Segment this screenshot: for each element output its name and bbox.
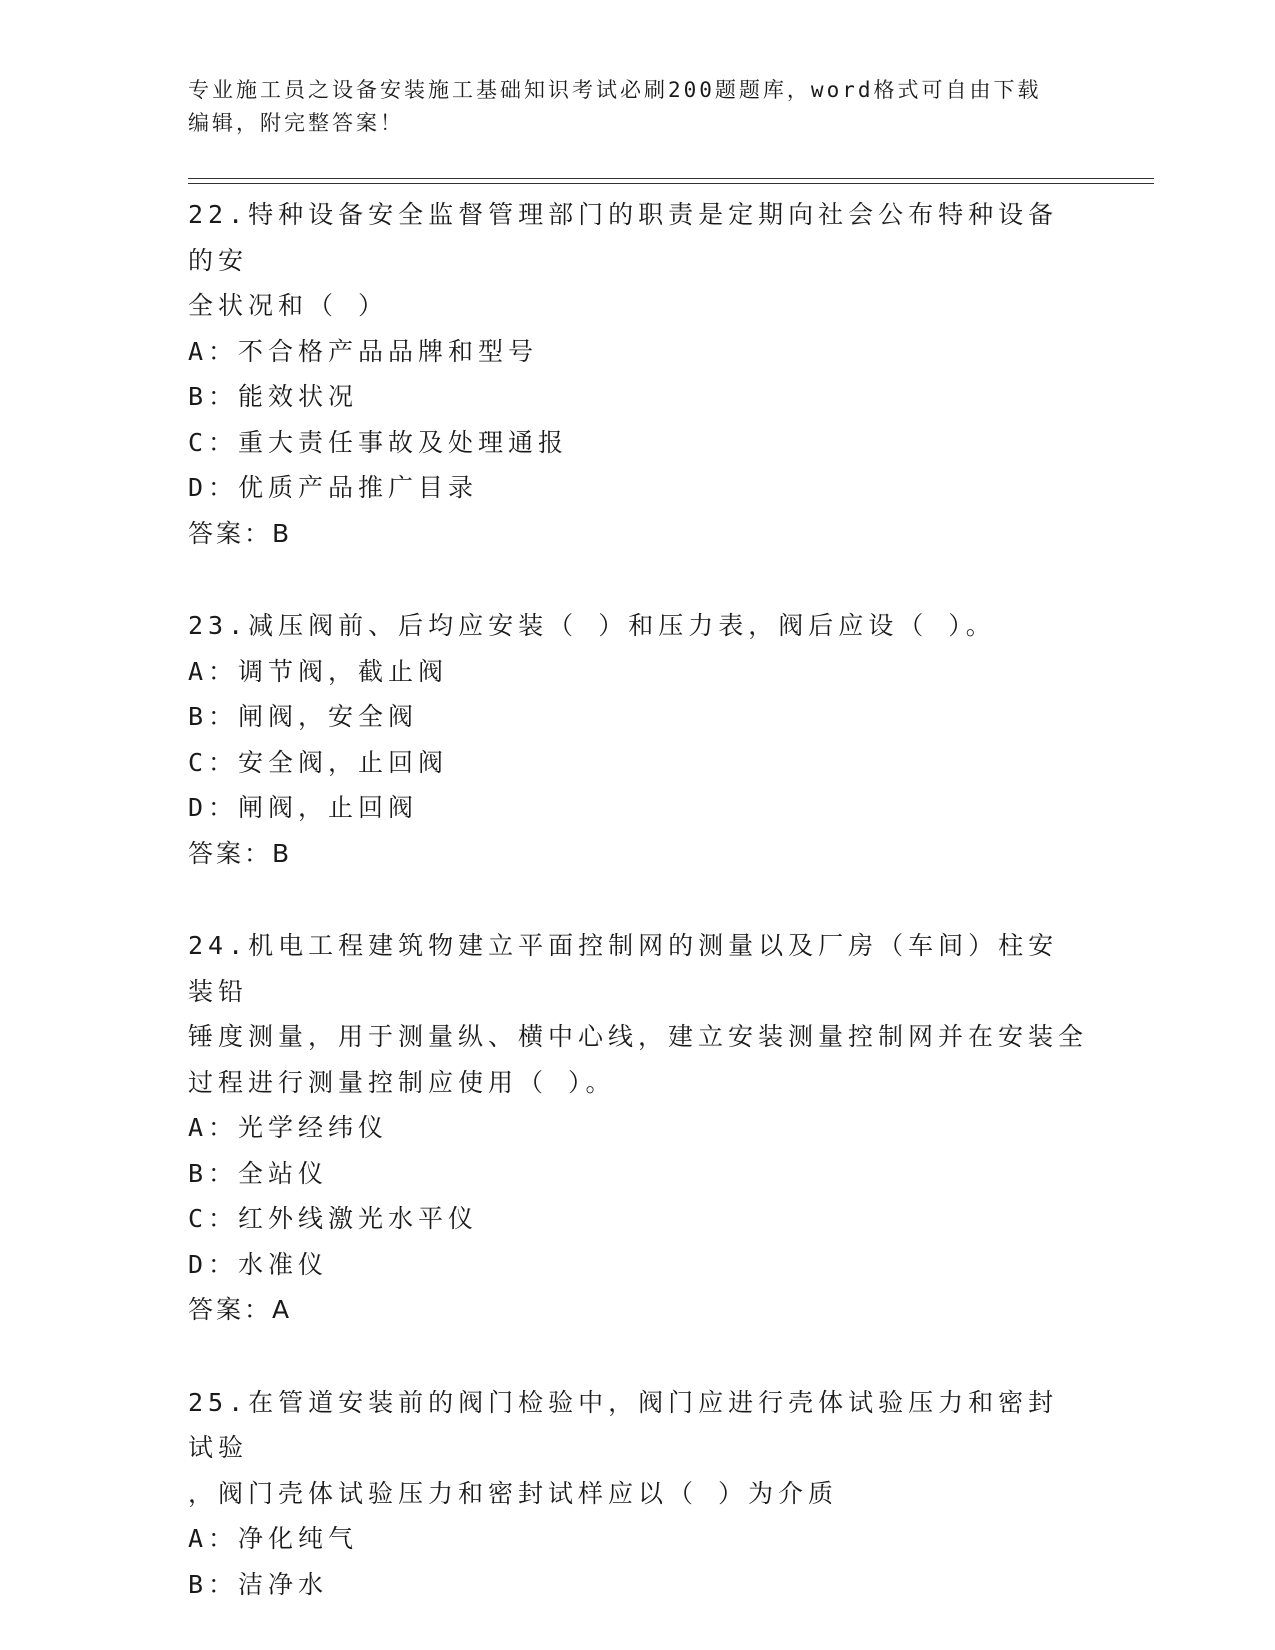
question-23 — [188, 601, 1088, 876]
question-stem — [188, 601, 1088, 649]
header-line-2: 编辑，附完整答案！ — [188, 111, 404, 135]
stem-line: 全状况和（ ） — [188, 291, 389, 320]
header-divider-top — [188, 178, 1154, 179]
question-stem — [188, 190, 1088, 329]
option-d: D：优质产品推广目录 — [188, 473, 479, 502]
question-25 — [188, 1378, 1088, 1608]
question-list — [188, 190, 1088, 1607]
answer: 答案：A — [188, 1295, 293, 1324]
option-b: B：全站仪 — [188, 1158, 329, 1188]
stem-line: 25.在管道安装前的阀门检验中，阀门应进行壳体试验压力和密封试验 — [188, 1387, 1059, 1462]
stem-line: 24.机电工程建筑物建立平面控制网的测量以及厂房（车间）柱安装铅 — [188, 931, 1059, 1006]
option-a: A：光学经纬仪 — [188, 1113, 389, 1142]
stem-line: ，阀门壳体试验压力和密封试样应以（ ）为介质 — [188, 1478, 839, 1508]
option-a: A：净化纯气 — [188, 1524, 359, 1553]
header-line-1: 专业施工员之设备安装施工基础知识考试必刷200题题库，word格式可自由下载 — [188, 78, 1042, 102]
option-d: D：水准仪 — [188, 1249, 329, 1279]
option-c: C：重大责任事故及处理通报 — [188, 427, 569, 457]
option-d: D：闸阀，止回阀 — [188, 793, 419, 822]
option-c: C：红外线激光水平仪 — [188, 1204, 479, 1233]
question-24 — [188, 921, 1088, 1333]
option-a: A：调节阀，截止阀 — [188, 656, 449, 686]
stem-line: 22.特种设备安全监督管理部门的职责是定期向社会公布特种设备的安 — [188, 200, 1059, 275]
stem-line: 过程进行测量控制应使用（ ）。 — [188, 1067, 616, 1097]
answer: 答案：B — [188, 518, 293, 548]
stem-line: 锤度测量，用于测量纵、横中心线，建立安装测量控制网并在安装全 — [188, 1022, 1089, 1051]
question-stem — [188, 921, 1088, 1105]
answer: 答案：B — [188, 838, 293, 868]
option-b: B：闸阀，安全阀 — [188, 702, 419, 731]
stem-line: 23.减压阀前、后均应安装（ ）和压力表，阀后应设（ ）。 — [188, 611, 996, 640]
question-stem — [188, 1378, 1088, 1517]
document-header — [188, 74, 1068, 140]
option-c: C：安全阀，止回阀 — [188, 747, 449, 777]
question-22 — [188, 190, 1088, 556]
option-b: B：洁净水 — [188, 1569, 329, 1599]
option-b: B：能效状况 — [188, 382, 359, 411]
option-a: A：不合格产品品牌和型号 — [188, 336, 539, 366]
header-divider-bottom — [188, 183, 1154, 184]
